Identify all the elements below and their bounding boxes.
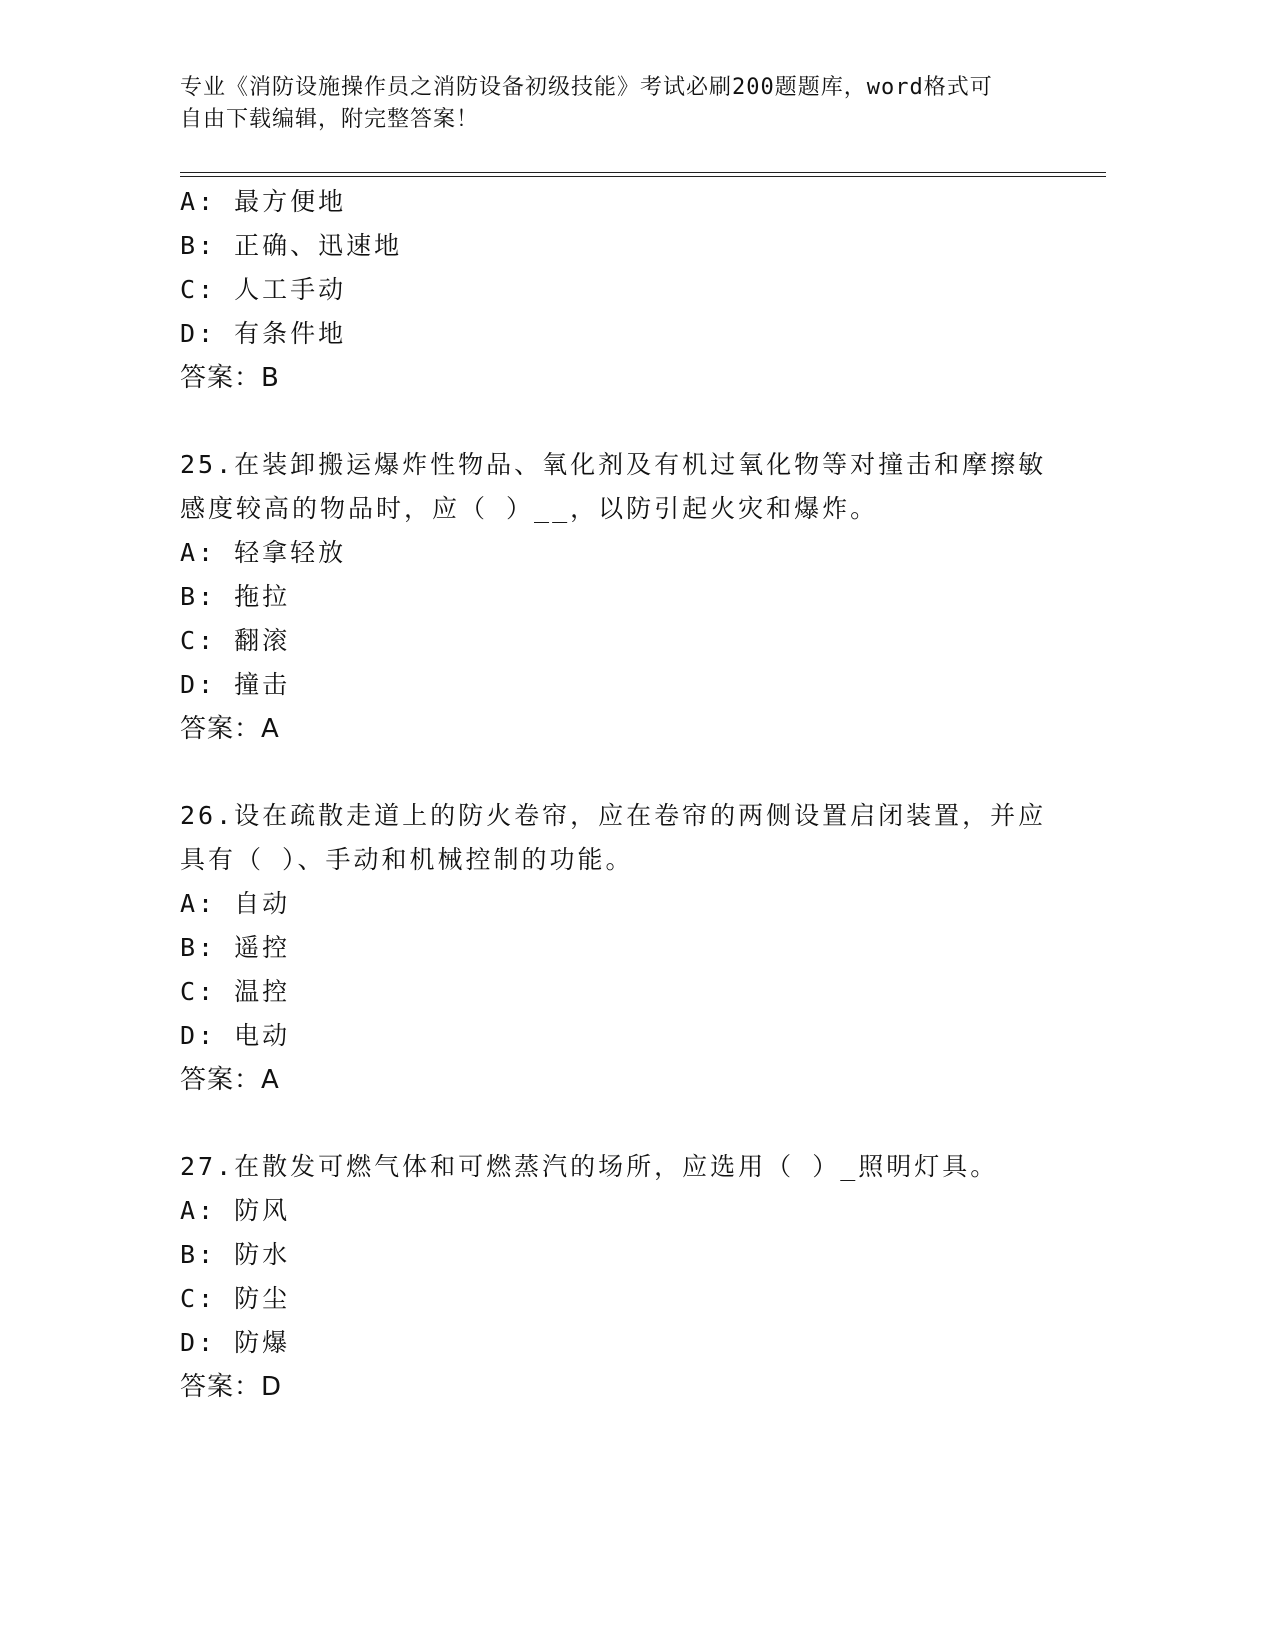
answer-line: 答案：A: [180, 714, 280, 744]
option-d: D: 有条件地: [180, 319, 347, 348]
option-c: C: 温控: [180, 977, 291, 1006]
header-line-1: 专业《消防设施操作员之消防设备初级技能》考试必刷200题题库，word格式可: [180, 75, 993, 100]
question-text-cont: 感度较高的物品时，应（ ）__，以防引起火灾和爆炸。: [180, 494, 879, 523]
question-text-cont: 具有（ ）、手动和机械控制的功能。: [180, 845, 634, 874]
spacer: [180, 1102, 1080, 1145]
spacer: [180, 400, 1080, 443]
option-d: D: 电动: [180, 1021, 291, 1050]
option-b: B: 正确、迅速地: [180, 231, 403, 260]
answer-line: 答案：B: [180, 363, 280, 393]
question-block-24: [180, 180, 1080, 400]
question-block-26: [180, 794, 1080, 1102]
option-a: A: 轻拿轻放: [180, 538, 347, 567]
option-d: D: 撞击: [180, 670, 291, 699]
question-list: [180, 180, 1080, 1409]
question-text: 26.设在疏散走道上的防火卷帘，应在卷帘的两侧设置启闭装置，并应: [180, 801, 1047, 830]
header-divider-top: [180, 172, 1106, 173]
document-header: [180, 72, 1060, 136]
option-a: A: 自动: [180, 889, 291, 918]
answer-line: 答案：D: [180, 1372, 283, 1402]
option-c: C: 人工手动: [180, 275, 347, 304]
question-block-25: [180, 443, 1080, 751]
option-b: B: 拖拉: [180, 582, 291, 611]
option-d: D: 防爆: [180, 1328, 291, 1357]
option-c: C: 防尘: [180, 1284, 291, 1313]
answer-line: 答案：A: [180, 1065, 280, 1095]
question-text: 25.在装卸搬运爆炸性物品、氧化剂及有机过氧化物等对撞击和摩擦敏: [180, 450, 1047, 479]
option-a: A: 防风: [180, 1196, 291, 1225]
header-divider-bottom: [180, 176, 1106, 177]
option-c: C: 翻滚: [180, 626, 291, 655]
question-text: 27.在散发可燃气体和可燃蒸汽的场所，应选用（ ）_照明灯具。: [180, 1152, 999, 1181]
header-line-2: 自由下载编辑，附完整答案！: [180, 107, 480, 132]
option-a: A: 最方便地: [180, 187, 347, 216]
question-block-27: [180, 1145, 1080, 1409]
option-b: B: 遥控: [180, 933, 291, 962]
option-b: B: 防水: [180, 1240, 291, 1269]
spacer: [180, 751, 1080, 794]
